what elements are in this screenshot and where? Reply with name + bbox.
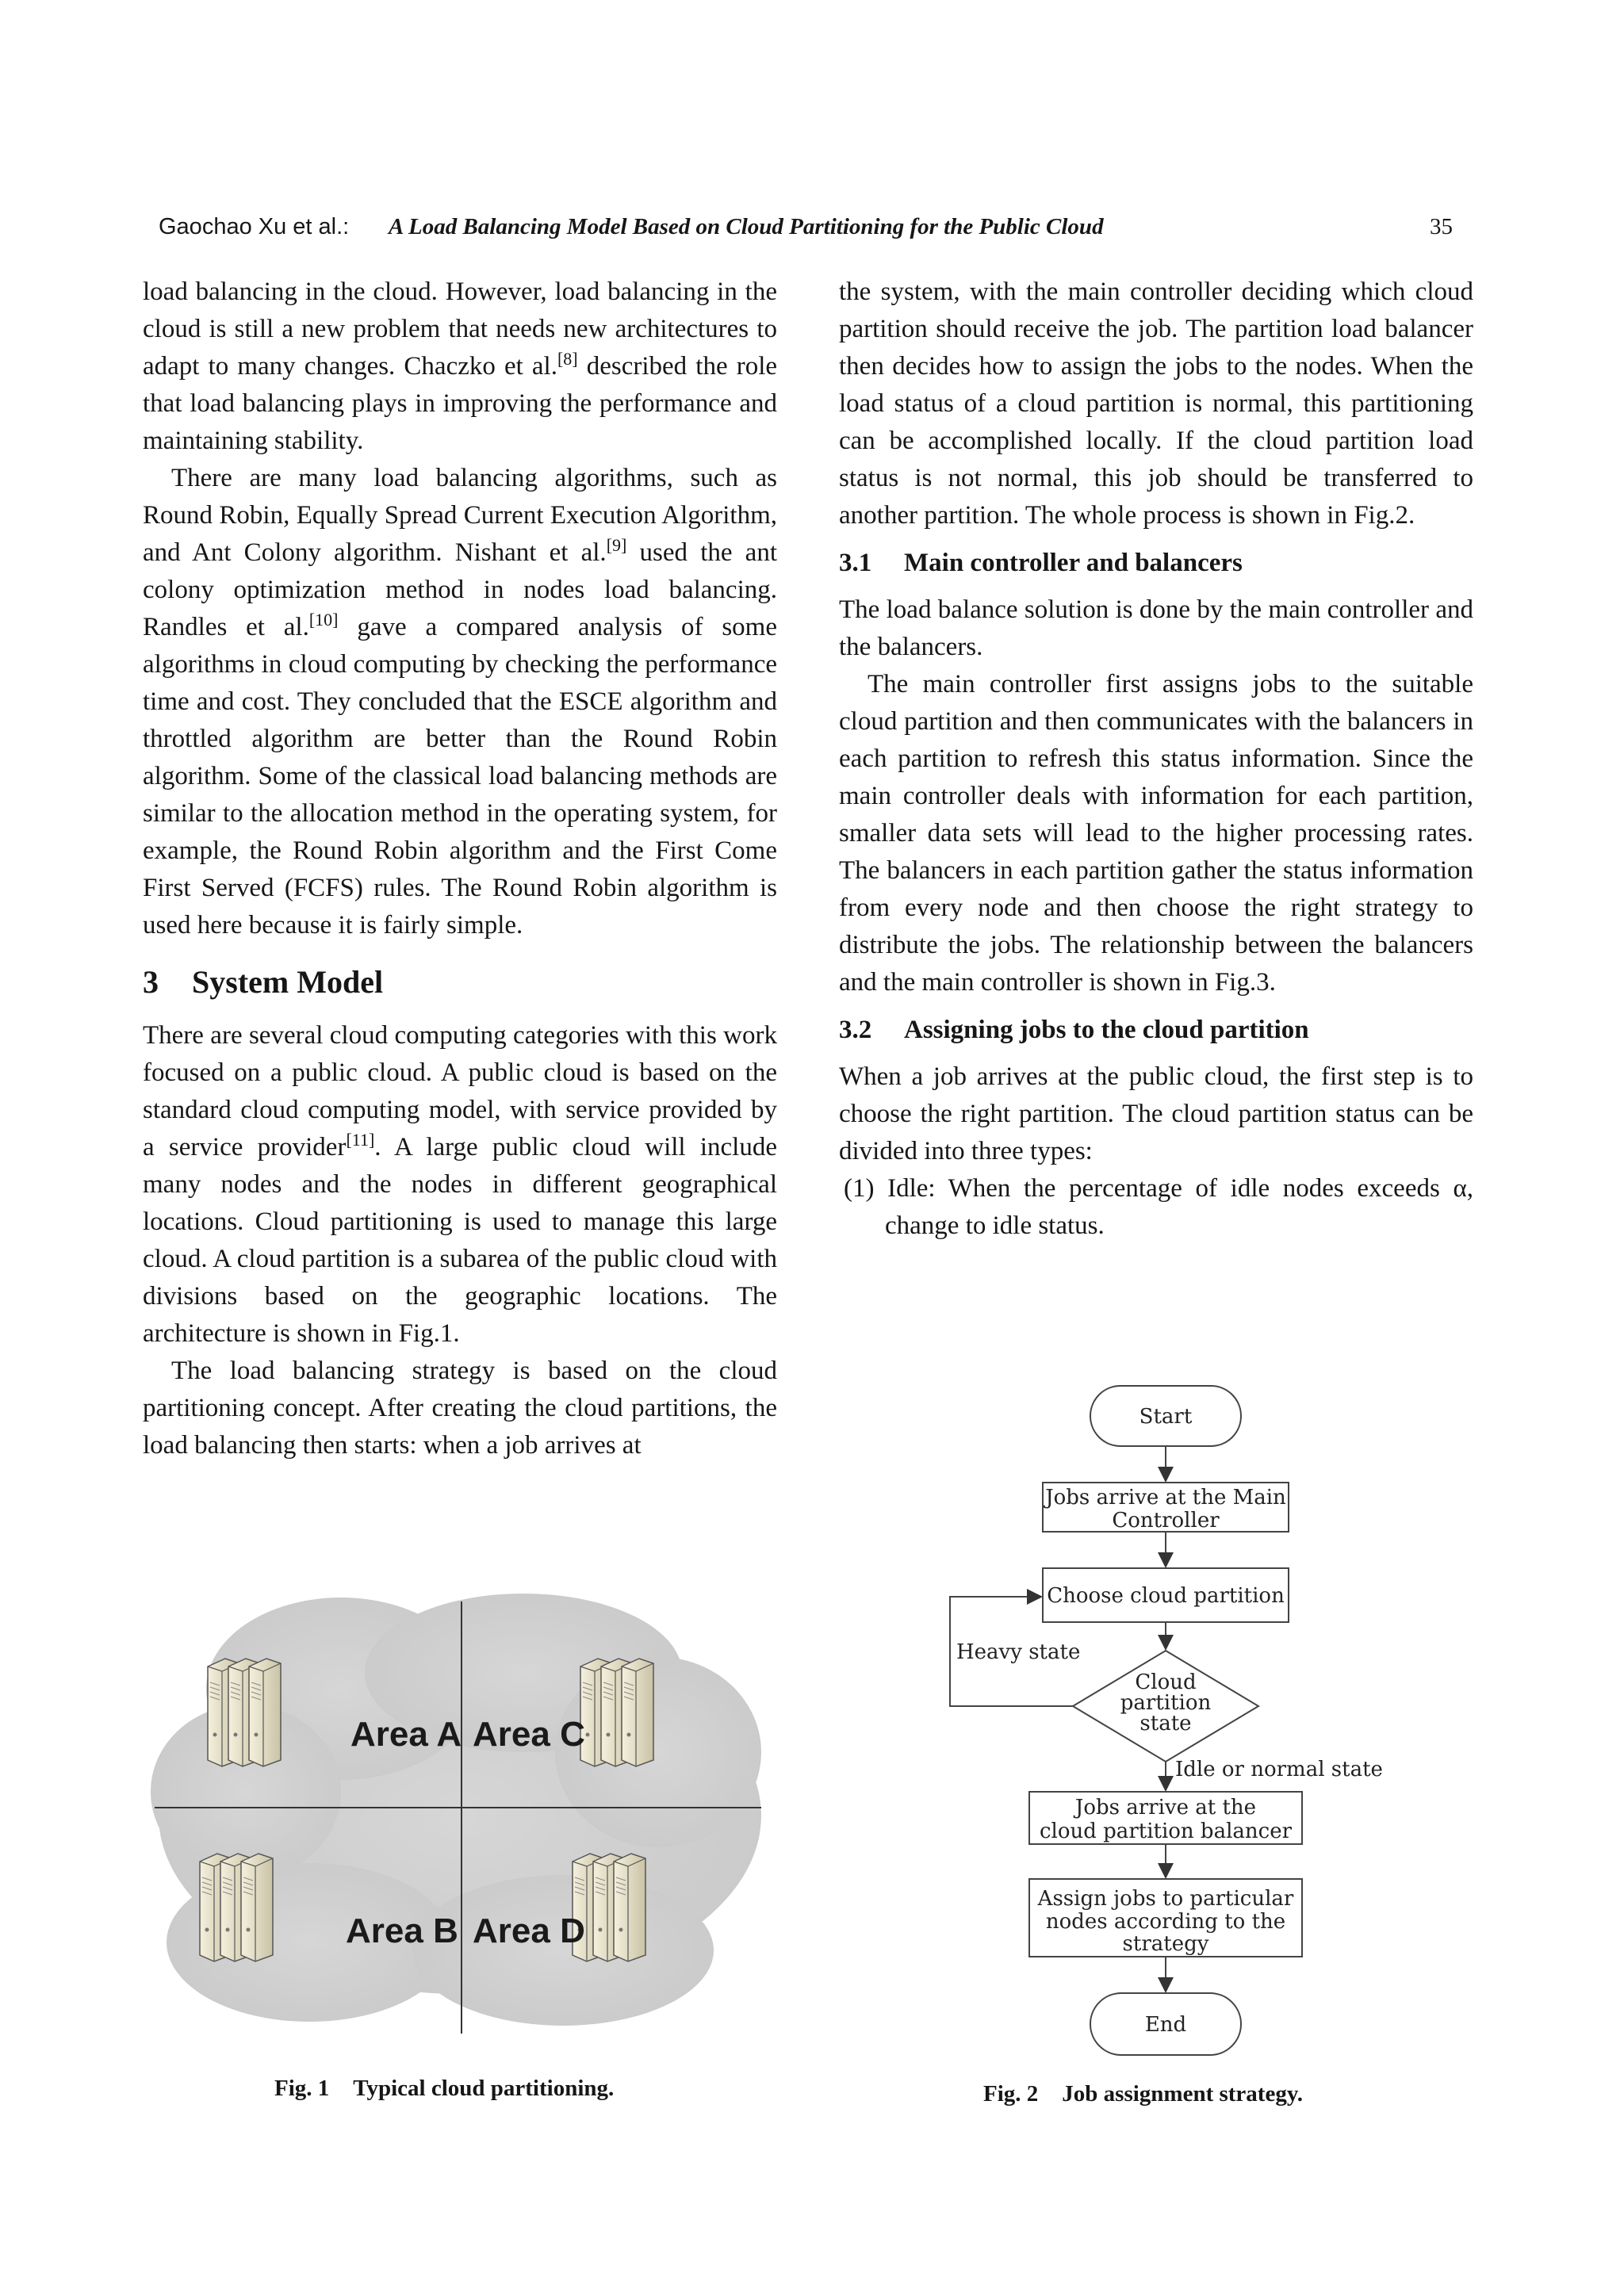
figure-caption: Fig. 1 Typical cloud partitioning.	[274, 2076, 615, 2101]
left-column	[143, 274, 777, 1464]
flow-label: Jobs arrive at the	[1074, 1796, 1257, 1820]
flowchart	[944, 1380, 1388, 2077]
flow-label: state	[1139, 1712, 1192, 1735]
running-header	[159, 214, 1453, 252]
citation[interactable]: [10]	[308, 610, 339, 629]
paragraph: There are many load balancing algorithms, such as Round Robin, Equally Spread Current Execution Algorithm, and Ant Colony algorithm. Nishant et al.[9] used the ant colony optimization method in nodes load balancing. Randles et al.[10] gave a compared analysis of some algorithms in cloud computing by checking the performance time and cost. They concluded that the ESCE algorithm and throttled algorithm are better than the Round Robin algorithm. Some of the classical load balancing methods are similar to the allocation method in the operating system, for example, the Round Robin algorithm and the First Come First Served (FCFS) rules. The Round Robin algorithm is used here because it is fairly simple.	[143, 464, 778, 939]
paragraph: The main controller first assigns jobs to the suitable cloud partition and then communicates with the balancers in each partition to refresh this status information. Since the main controller deals with information for each partition, smaller data sets will lead to the higher processing rates. The balancers in each partition gather the status information from every node and then choose the right strategy to distribute the jobs. The relationship between the balancers and the main controller is shown in Fig.3.	[839, 670, 1473, 997]
paragraph: The load balance solution is done by the main controller and the balancers.	[839, 595, 1473, 661]
flow-label: End	[1144, 2013, 1187, 2037]
flow-label: partition	[1120, 1691, 1212, 1715]
subsection-heading: 3.1 Main controller and balancers	[839, 549, 1243, 577]
header-authors: Gaochao Xu et al.:	[159, 214, 350, 239]
header-title: A Load Balancing Model Based on Cloud Partitioning for the Public Cloud	[389, 214, 1104, 239]
list-item: (1) Idle: When the percentage of idle nodes exceeds α, change to idle status.	[844, 1174, 1473, 1240]
area-label: Area B	[346, 1911, 458, 1950]
flow-label: Assign jobs to particular	[1037, 1887, 1294, 1911]
cloud-diagram	[151, 1594, 765, 2042]
flow-label: Start	[1139, 1405, 1193, 1429]
cloud-shape	[151, 1594, 761, 2026]
citation[interactable]: [8]	[557, 349, 578, 369]
flow-label: Heavy state	[956, 1640, 1081, 1664]
paragraph: There are several cloud computing categories with this work focused on a public cloud. A public cloud is based on the standard cloud computing model, with service provided by a service provider[11]. A large public cloud will include many nodes and the nodes in different geographical locations. Cloud partitioning is used to manage this large cloud. A cloud partition is a subarea of the public cloud with divisions based on the geographic locations. The architecture is shown in Fig.1.	[143, 1021, 777, 1348]
flow-label: Jobs arrive at the Main	[1045, 1486, 1286, 1510]
flow-label: nodes according to the	[1045, 1910, 1286, 1934]
figure-cloud-partitioning	[151, 1594, 765, 2042]
area-label: Area C	[473, 1715, 585, 1754]
citation[interactable]: [9]	[606, 535, 627, 555]
section-heading: 3 System Model	[143, 964, 384, 1000]
citation[interactable]: [11]	[346, 1130, 375, 1150]
server-group-area-b	[200, 1854, 273, 1961]
page-number: 35	[1430, 214, 1453, 239]
server-group-area-a	[208, 1659, 281, 1766]
paragraph: When a job arrives at the public cloud, the first step is to choose the right partition. The cloud partition status can be divided into three types:	[839, 1062, 1473, 1165]
flow-label: Controller	[1112, 1509, 1220, 1533]
flow-label: cloud partition balancer	[1039, 1820, 1293, 1843]
area-label: Area D	[473, 1911, 585, 1950]
subsection-heading: 3.2 Assigning jobs to the cloud partition	[839, 1016, 1309, 1044]
paragraph: The load balancing strategy is based on the cloud partitioning concept. After creating the cloud partitions, the load balancing then starts: when a job arrives at	[143, 1357, 777, 1460]
flow-label: Choose cloud partition	[1047, 1584, 1285, 1608]
right-column	[839, 274, 1473, 1245]
flow-label: Idle or normal state	[1175, 1758, 1383, 1781]
paragraph: the system, with the main controller deciding which cloud partition should receive the job. The partition load balancer then decides how to assign the jobs to the nodes. When the load status of a cloud partition is normal, this partitioning can be accomplished locally. If the cloud partition load status is not normal, this job should be transferred to another partition. The whole process is shown in Fig.2.	[839, 277, 1473, 530]
flow-label: strategy	[1122, 1932, 1209, 1956]
flow-label: Cloud	[1135, 1670, 1197, 1694]
figure-caption: Fig. 2 Job assignment strategy.	[983, 2081, 1303, 2107]
server-group-area-c	[580, 1659, 653, 1766]
paragraph: load balancing in the cloud. However, load balancing in the cloud is still a new problem that needs new architectures to adapt to many changes. Chaczko et al.[8] described the role that load balancing plays in improving the performance and maintaining stability.	[143, 277, 778, 455]
area-label: Area A	[350, 1715, 462, 1754]
figure-flowchart	[944, 1380, 1388, 2077]
